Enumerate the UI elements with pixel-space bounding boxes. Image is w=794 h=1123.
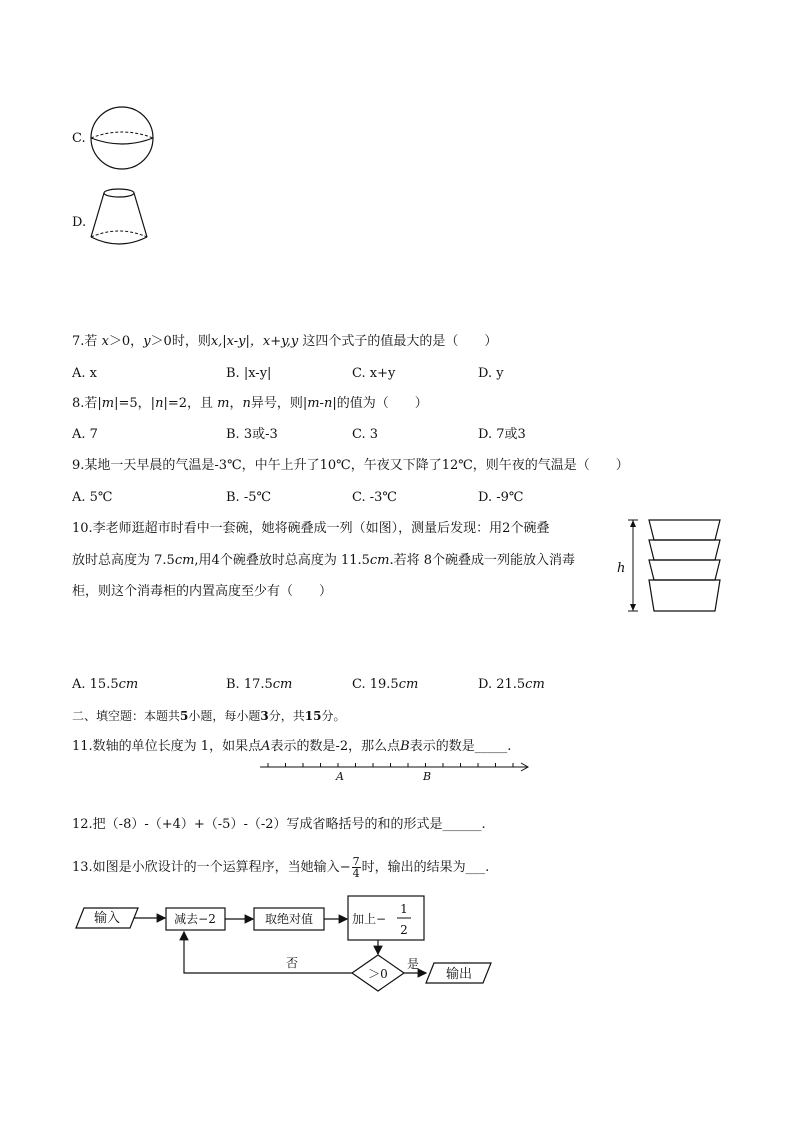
section-2-title: 二、填空题：本题共5小题，每小题3分，共15分。 [72, 709, 346, 723]
q8-number: 8. [72, 396, 85, 411]
flow-no-label: 否 [285, 956, 299, 970]
q10-text: ,用4个碗叠放时总高度为 11.5 [194, 553, 370, 568]
q13-answer-blank: ___ [465, 860, 486, 875]
q12-answer-blank: ______ [442, 817, 482, 832]
q8-var-n: n [155, 396, 164, 411]
flowchart [72, 890, 502, 1000]
q7-text: 若 [84, 334, 98, 349]
question-12: 12.把（-8）-（+4）+（-5）-（-2）写成省略括号的和的形式是______. [72, 817, 486, 832]
flow-yes-label: 是 [406, 957, 420, 971]
q8-expression: m-n [307, 396, 333, 411]
question-10-line-1: 10.李老师逛超市时看中一套碗，她将碗叠成一列（如图），测量后发现：用2个碗叠 [72, 521, 550, 536]
q8-option-d: D. 7或3 [478, 427, 526, 442]
q7-number: 7. [72, 334, 85, 349]
flow-abs-label: 取绝对值 [264, 912, 314, 926]
question-13: 13.如图是小欣设计的一个运算程序，当她输入− $\frac{7}{4}$ 时，输出的结果为___. [72, 855, 490, 880]
q8-text: 异号，则| [250, 396, 308, 411]
question-11: 11.数轴的单位长度为 1，如果点A表示的数是-2，那么点B表示的数是_____. [72, 739, 512, 754]
flow-add-fraction-den: 2 [400, 923, 408, 937]
number-line-point-b: B [423, 770, 432, 783]
question-8 [72, 396, 428, 412]
q8-var-n: n [242, 396, 251, 411]
q7-var-y: y [143, 334, 151, 349]
q9-option-b: B. -5℃ [226, 490, 272, 505]
q7-var-x: x [101, 334, 109, 349]
number-line-point-a: A [336, 770, 344, 783]
q7-text: ＞0时，则 [150, 334, 211, 349]
q10-option-b: B. 17.5cm [226, 677, 293, 692]
flow-condition-label: ＞0 [368, 967, 388, 981]
q10-option-c: C. 19.5cm [352, 677, 419, 692]
q10-option-d: D. 21.5cm [478, 677, 545, 692]
flow-input-label: 输入 [93, 911, 121, 926]
q7-expressions: x,|x-y|，x+y,y [210, 334, 299, 349]
q8-var-m: m [101, 396, 115, 411]
flow-output-label: 输出 [445, 967, 473, 982]
question-7 [72, 334, 497, 350]
flow-add-fraction-num: 1 [400, 902, 408, 916]
height-label: h [617, 561, 626, 576]
q8-option-c: C. 3 [352, 427, 379, 442]
q8-option-a: A. 7 [72, 427, 98, 442]
q8-text: |=2，且 [163, 396, 213, 411]
flow-subtract-label: 减去−2 [174, 912, 216, 926]
q9-option-a: A. 5℃ [72, 490, 113, 505]
flow-add-label: 加上− [352, 912, 387, 926]
q11-answer-blank: _____ [474, 739, 508, 754]
q13-fraction: $\frac{7}{4}$ [352, 855, 360, 880]
q10-unit: cm [369, 553, 390, 568]
frustum-figure [86, 185, 152, 251]
q7-option-a: A. x [72, 366, 97, 381]
question-10-line-3: 柜，则这个消毒柜的内置高度至少有（ ） [72, 584, 333, 599]
q7-option-b: B. |x-y| [226, 366, 272, 381]
option-c-label: C. [72, 131, 86, 146]
q8-text: |=5，| [114, 396, 156, 411]
q8-text: ， [229, 396, 243, 411]
q9-option-c: C. -3℃ [352, 490, 397, 505]
q8-text: 若| [84, 396, 102, 411]
question-10-line-2 [72, 553, 575, 569]
question-9: 9.某地一天早晨的气温是-3℃，中午上升了10℃，午夜又下降了12℃，则午夜的气温是（ ） [72, 458, 629, 473]
q8-option-b: B. 3或-3 [226, 427, 278, 442]
stacked-bowls-figure [612, 516, 728, 616]
number-line [258, 758, 534, 784]
q7-option-d: D. y [478, 366, 504, 381]
option-d-label: D. [72, 215, 87, 230]
q7-option-c: C. x+y [352, 366, 396, 381]
q7-text: ＞0， [108, 334, 144, 349]
sphere-figure [86, 104, 158, 172]
q8-var-m: m [217, 396, 230, 411]
q9-option-d: D. -9℃ [478, 490, 524, 505]
q7-text: 这四个式子的值最大的是（ ） [302, 334, 498, 349]
q10-unit: cm [174, 553, 195, 568]
q10-text: 放时总高度为 7.5 [72, 553, 175, 568]
q8-text: |的值为（ ） [332, 396, 428, 411]
q10-option-a: A. 15.5cm [72, 677, 139, 692]
q10-text: .若将 8个碗叠成一列能放入消毒 [389, 553, 576, 568]
